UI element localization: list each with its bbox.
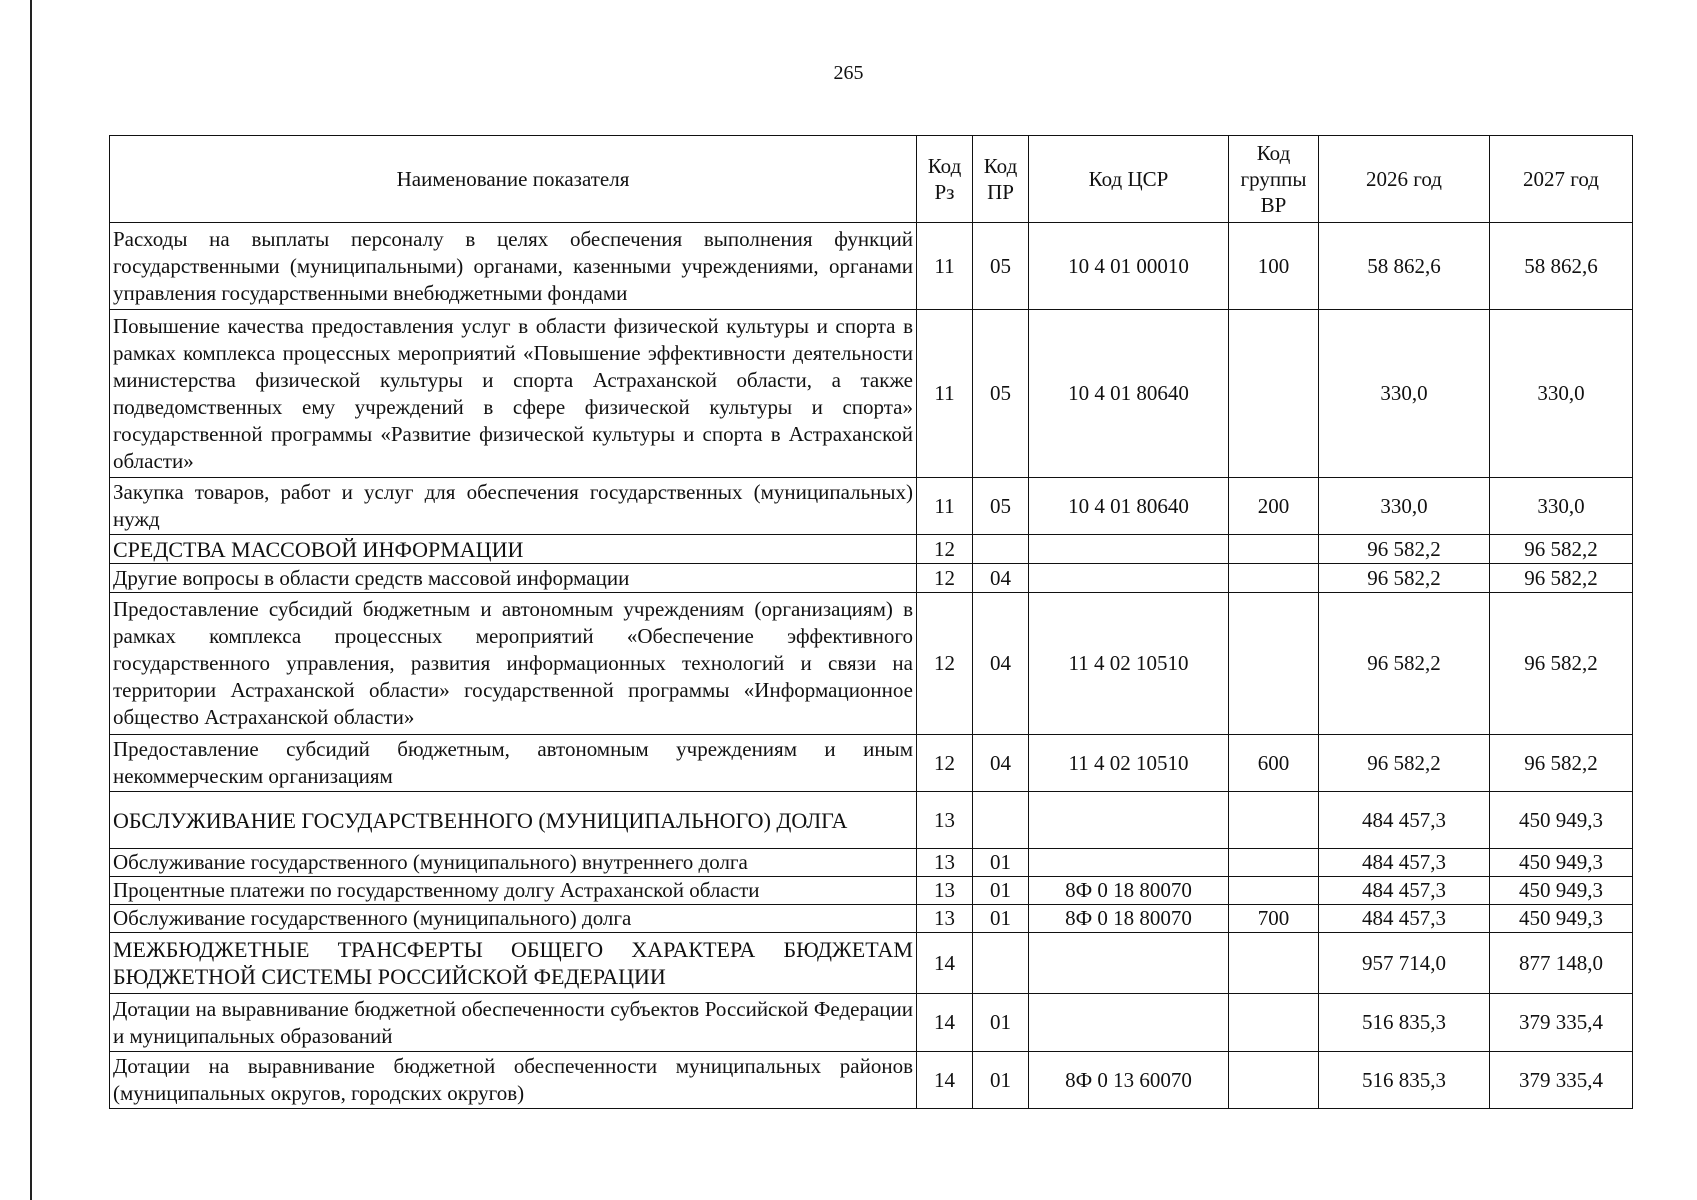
table-row: [110, 933, 1633, 994]
cell-2027: 450 949,3: [1490, 877, 1633, 905]
table-row: [110, 792, 1633, 849]
cell-vr: 200: [1229, 478, 1319, 535]
cell-2027: 58 862,6: [1490, 223, 1633, 310]
cell-2027: 330,0: [1490, 310, 1633, 478]
cell-2027: 450 949,3: [1490, 905, 1633, 933]
cell-pr: 01: [973, 849, 1029, 877]
cell-name: Дотации на выравнивание бюджетной обеспеченности субъектов Российской Федерации и муниципальных образований: [110, 994, 917, 1052]
cell-pr: 05: [973, 223, 1029, 310]
cell-2026: 96 582,2: [1319, 735, 1490, 792]
table-row: [110, 905, 1633, 933]
cell-name: Обслуживание государственного (муниципального) внутреннего долга: [110, 849, 917, 877]
cell-rz: 12: [917, 593, 973, 735]
cell-2027: 450 949,3: [1490, 792, 1633, 849]
cell-vr: 600: [1229, 735, 1319, 792]
cell-2027: 96 582,2: [1490, 735, 1633, 792]
cell-rz: 11: [917, 310, 973, 478]
cell-vr: [1229, 792, 1319, 849]
cell-csr: [1029, 535, 1229, 564]
cell-pr: 05: [973, 478, 1029, 535]
table-row: [110, 735, 1633, 792]
cell-name: ОБСЛУЖИВАНИЕ ГОСУДАРСТВЕННОГО (МУНИЦИПАЛЬНОГО) ДОЛГА: [110, 792, 917, 849]
cell-2026: 96 582,2: [1319, 593, 1490, 735]
header-csr: Код ЦСР: [1029, 136, 1229, 223]
table-row: [110, 849, 1633, 877]
table-row: [110, 593, 1633, 735]
cell-2027: 379 335,4: [1490, 994, 1633, 1052]
header-name: Наименование показателя: [110, 136, 917, 223]
cell-2027: 96 582,2: [1490, 593, 1633, 735]
table-row: [110, 478, 1633, 535]
table-row: [110, 994, 1633, 1052]
cell-pr: [973, 933, 1029, 994]
cell-pr: 01: [973, 905, 1029, 933]
cell-pr: 01: [973, 994, 1029, 1052]
cell-rz: 12: [917, 735, 973, 792]
budget-table: [109, 135, 1633, 1109]
cell-vr: 700: [1229, 905, 1319, 933]
header-2027: 2027 год: [1490, 136, 1633, 223]
cell-name: Другие вопросы в области средств массовой информации: [110, 564, 917, 593]
cell-vr: [1229, 994, 1319, 1052]
cell-name: Дотации на выравнивание бюджетной обеспеченности муниципальных районов (муниципальных округов, городских округов): [110, 1052, 917, 1109]
cell-2026: 96 582,2: [1319, 564, 1490, 593]
header-vr: Код группы ВР: [1229, 136, 1319, 223]
cell-name: Процентные платежи по государственному долгу Астраханской области: [110, 877, 917, 905]
cell-csr: 11 4 02 10510: [1029, 735, 1229, 792]
cell-rz: 12: [917, 564, 973, 593]
cell-csr: [1029, 994, 1229, 1052]
cell-name: Предоставление субсидий бюджетным, автономным учреждениям и иным некоммерческим организациям: [110, 735, 917, 792]
cell-csr: [1029, 933, 1229, 994]
cell-vr: [1229, 310, 1319, 478]
cell-pr: 04: [973, 593, 1029, 735]
cell-name: МЕЖБЮДЖЕТНЫЕ ТРАНСФЕРТЫ ОБЩЕГО ХАРАКТЕРА БЮДЖЕТАМ БЮДЖЕТНОЙ СИСТЕМЫ РОССИЙСКОЙ ФЕДЕРАЦИИ: [110, 933, 917, 994]
header-pr: Код ПР: [973, 136, 1029, 223]
table-row: [110, 535, 1633, 564]
cell-pr: 04: [973, 735, 1029, 792]
table-header-row: [110, 136, 1633, 223]
cell-csr: [1029, 849, 1229, 877]
cell-vr: [1229, 877, 1319, 905]
cell-name: Предоставление субсидий бюджетным и автономным учреждениям (организациям) в рамках комплекса процессных мероприятий «Обеспечение эффективного государственного управления, развития информационных технологий и связи на территории Астраханской области» государственной программы «Информационное общество Астраханской области»: [110, 593, 917, 735]
header-2026: 2026 год: [1319, 136, 1490, 223]
cell-2026: 58 862,6: [1319, 223, 1490, 310]
table-row: [110, 1052, 1633, 1109]
cell-2026: 484 457,3: [1319, 877, 1490, 905]
cell-name: Расходы на выплаты персоналу в целях обеспечения выполнения функций государственными (муниципальными) органами, казенными учреждениями, органами управления государственными внебюджетными фондами: [110, 223, 917, 310]
cell-2026: 957 714,0: [1319, 933, 1490, 994]
cell-vr: [1229, 933, 1319, 994]
page-number: 265: [833, 62, 864, 84]
cell-2027: 877 148,0: [1490, 933, 1633, 994]
cell-pr: 01: [973, 1052, 1029, 1109]
cell-rz: 14: [917, 933, 973, 994]
cell-2026: 484 457,3: [1319, 905, 1490, 933]
cell-csr: [1029, 564, 1229, 593]
cell-csr: 8Ф 0 18 80070: [1029, 877, 1229, 905]
cell-vr: [1229, 564, 1319, 593]
cell-2027: 330,0: [1490, 478, 1633, 535]
cell-2026: 516 835,3: [1319, 994, 1490, 1052]
table-row: [110, 877, 1633, 905]
cell-name: Закупка товаров, работ и услуг для обеспечения государственных (муниципальных) нужд: [110, 478, 917, 535]
cell-pr: 05: [973, 310, 1029, 478]
cell-rz: 13: [917, 849, 973, 877]
cell-csr: [1029, 792, 1229, 849]
cell-vr: 100: [1229, 223, 1319, 310]
cell-pr: 01: [973, 877, 1029, 905]
cell-2026: 96 582,2: [1319, 535, 1490, 564]
cell-csr: 8Ф 0 18 80070: [1029, 905, 1229, 933]
cell-2027: 96 582,2: [1490, 535, 1633, 564]
cell-rz: 11: [917, 223, 973, 310]
cell-vr: [1229, 535, 1319, 564]
cell-rz: 11: [917, 478, 973, 535]
cell-name: Повышение качества предоставления услуг в области физической культуры и спорта в рамках комплекса процессных мероприятий «Повышение эффективности деятельности министерства физической культуры и спорта Астраханской области, а также подведомственных ему учреждений в сфере физической культуры и спорта» государственной программы «Развитие физической культуры и спорта в Астраханской области»: [110, 310, 917, 478]
cell-csr: 11 4 02 10510: [1029, 593, 1229, 735]
cell-rz: 14: [917, 994, 973, 1052]
cell-vr: [1229, 849, 1319, 877]
cell-rz: 13: [917, 905, 973, 933]
header-rz: Код Рз: [917, 136, 973, 223]
cell-pr: [973, 792, 1029, 849]
cell-rz: 13: [917, 877, 973, 905]
cell-csr: 10 4 01 80640: [1029, 478, 1229, 535]
cell-2026: 484 457,3: [1319, 849, 1490, 877]
cell-2026: 484 457,3: [1319, 792, 1490, 849]
cell-2026: 330,0: [1319, 478, 1490, 535]
cell-vr: [1229, 593, 1319, 735]
table-row: [110, 310, 1633, 478]
cell-2027: 379 335,4: [1490, 1052, 1633, 1109]
cell-csr: 8Ф 0 13 60070: [1029, 1052, 1229, 1109]
cell-rz: 14: [917, 1052, 973, 1109]
cell-2027: 450 949,3: [1490, 849, 1633, 877]
cell-pr: 04: [973, 564, 1029, 593]
cell-2026: 330,0: [1319, 310, 1490, 478]
page-margin-line: [30, 0, 32, 1200]
cell-pr: [973, 535, 1029, 564]
cell-2026: 516 835,3: [1319, 1052, 1490, 1109]
cell-name: Обслуживание государственного (муниципального) долга: [110, 905, 917, 933]
table-row: [110, 223, 1633, 310]
cell-vr: [1229, 1052, 1319, 1109]
cell-csr: 10 4 01 80640: [1029, 310, 1229, 478]
cell-name: СРЕДСТВА МАССОВОЙ ИНФОРМАЦИИ: [110, 535, 917, 564]
table-row: [110, 564, 1633, 593]
cell-rz: 13: [917, 792, 973, 849]
cell-csr: 10 4 01 00010: [1029, 223, 1229, 310]
cell-rz: 12: [917, 535, 973, 564]
cell-2027: 96 582,2: [1490, 564, 1633, 593]
